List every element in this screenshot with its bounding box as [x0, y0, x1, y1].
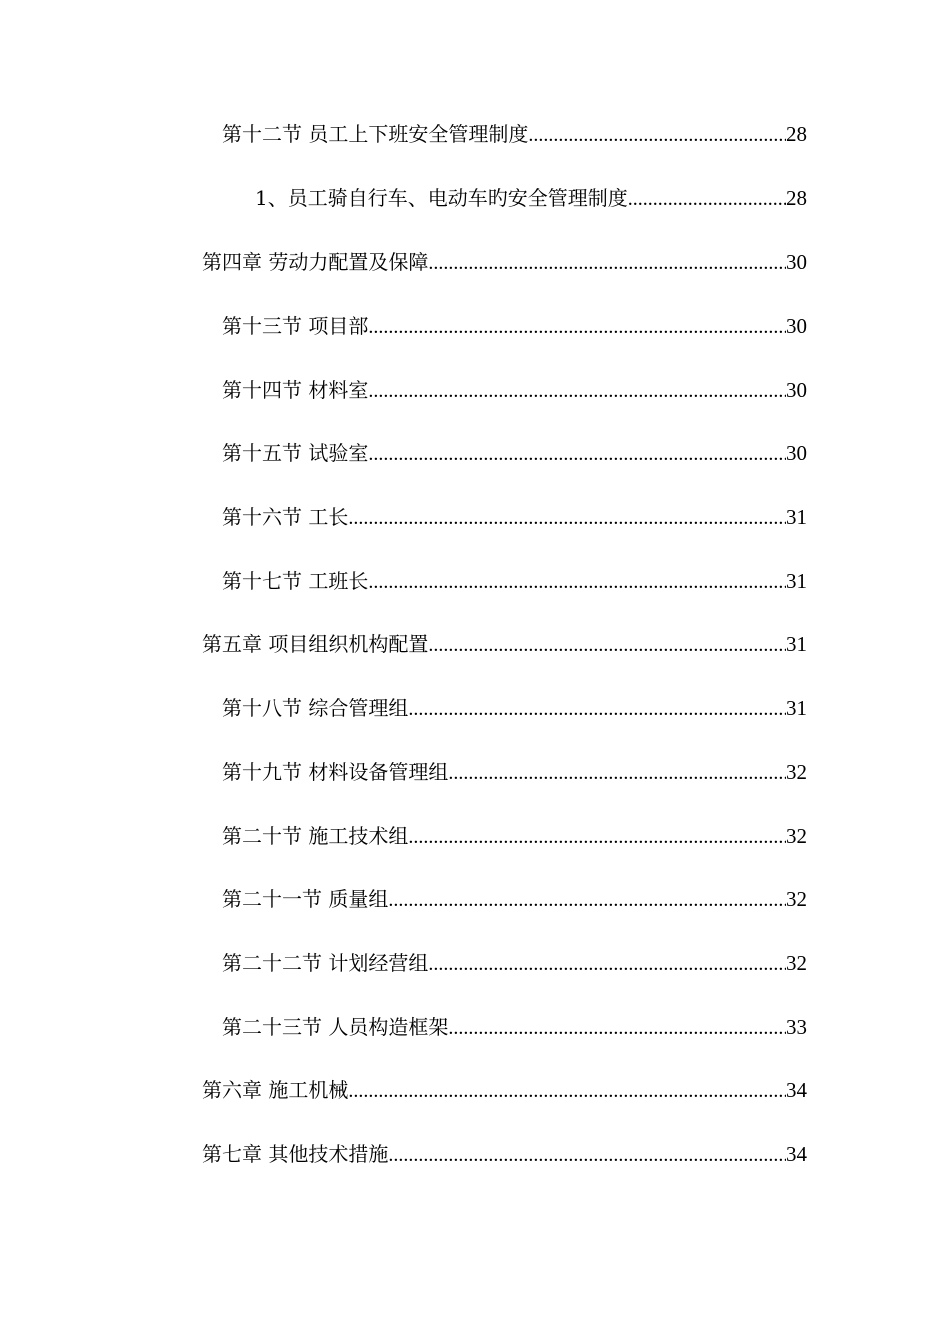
toc-entry[interactable]: [222, 1011, 807, 1043]
toc-entry-label: 第十二节 员工上下班安全管理制度: [222, 122, 529, 146]
dot-leader: [628, 183, 786, 215]
toc-entry[interactable]: [222, 501, 807, 533]
dot-leader: [428, 948, 786, 980]
toc-page-number: 31: [786, 569, 807, 593]
toc-entry[interactable]: [222, 374, 807, 406]
dot-leader: [408, 821, 786, 853]
toc-page-number: 32: [786, 760, 807, 784]
dot-leader: [368, 438, 786, 470]
toc-entry[interactable]: [202, 246, 807, 278]
toc-page-number: 34: [786, 1078, 807, 1102]
toc-entry-label: 第十九节 材料设备管理组: [222, 760, 449, 784]
dot-leader: [428, 629, 786, 661]
toc-page-number: 30: [786, 250, 807, 274]
toc-entry-label: 第十四节 材料室: [222, 378, 369, 402]
toc-page-number: 28: [786, 186, 807, 210]
toc-page-number: 32: [786, 887, 807, 911]
toc-entry[interactable]: [202, 1138, 807, 1170]
toc-entry[interactable]: [222, 883, 807, 915]
toc-page-number: 32: [786, 824, 807, 848]
toc-entry-label: 第二十三节 人员构造框架: [222, 1015, 449, 1039]
toc-entry-label: 第四章 劳动力配置及保障: [202, 250, 429, 274]
toc-entry-label: 第二十二节 计划经营组: [222, 951, 429, 975]
toc-entry-label: 第十三节 项目部: [222, 314, 369, 338]
dot-leader: [368, 566, 786, 598]
dot-leader: [448, 757, 786, 789]
toc-entry[interactable]: [222, 947, 807, 979]
toc-page-number: 31: [786, 632, 807, 656]
dot-leader: [348, 502, 786, 534]
toc-entry[interactable]: [222, 437, 807, 469]
dot-leader: [448, 1012, 786, 1044]
toc-entry[interactable]: [222, 820, 807, 852]
toc-entry[interactable]: [255, 182, 807, 214]
toc-entry-label: 1、员工骑自行车、电动车旳安全管理制度: [255, 186, 628, 210]
toc-entry-label: 第二十一节 质量组: [222, 887, 389, 911]
toc-entry-label: 第十六节 工长: [222, 505, 349, 529]
toc-entry[interactable]: [222, 118, 807, 150]
toc-page-number: 31: [786, 696, 807, 720]
dot-leader: [408, 693, 786, 725]
toc-entry[interactable]: [222, 310, 807, 342]
toc-entry[interactable]: [222, 565, 807, 597]
toc-entry-label: 第十五节 试验室: [222, 441, 369, 465]
dot-leader: [528, 119, 786, 151]
toc-page-number: 30: [786, 378, 807, 402]
dot-leader: [388, 884, 786, 916]
dot-leader: [428, 247, 786, 279]
toc-entry[interactable]: [202, 1074, 807, 1106]
dot-leader: [368, 375, 786, 407]
toc-page-number: 33: [786, 1015, 807, 1039]
toc-entry-label: 第二十节 施工技术组: [222, 824, 409, 848]
toc-page-number: 32: [786, 951, 807, 975]
toc-entry[interactable]: [222, 692, 807, 724]
toc-page-number: 28: [786, 122, 807, 146]
toc-entry[interactable]: [222, 756, 807, 788]
toc-page-number: 31: [786, 505, 807, 529]
toc-entry-label: 第十八节 综合管理组: [222, 696, 409, 720]
dot-leader: [348, 1075, 786, 1107]
dot-leader: [368, 311, 786, 343]
dot-leader: [388, 1139, 786, 1171]
toc-entry-label: 第六章 施工机械: [202, 1078, 349, 1102]
toc-entry-label: 第十七节 工班长: [222, 569, 369, 593]
toc-page-number: 30: [786, 314, 807, 338]
toc-entry[interactable]: [202, 628, 807, 660]
toc-page-number: 34: [786, 1142, 807, 1166]
toc-entry-label: 第五章 项目组织机构配置: [202, 632, 429, 656]
toc-entry-label: 第七章 其他技术措施: [202, 1142, 389, 1166]
toc-page-number: 30: [786, 441, 807, 465]
